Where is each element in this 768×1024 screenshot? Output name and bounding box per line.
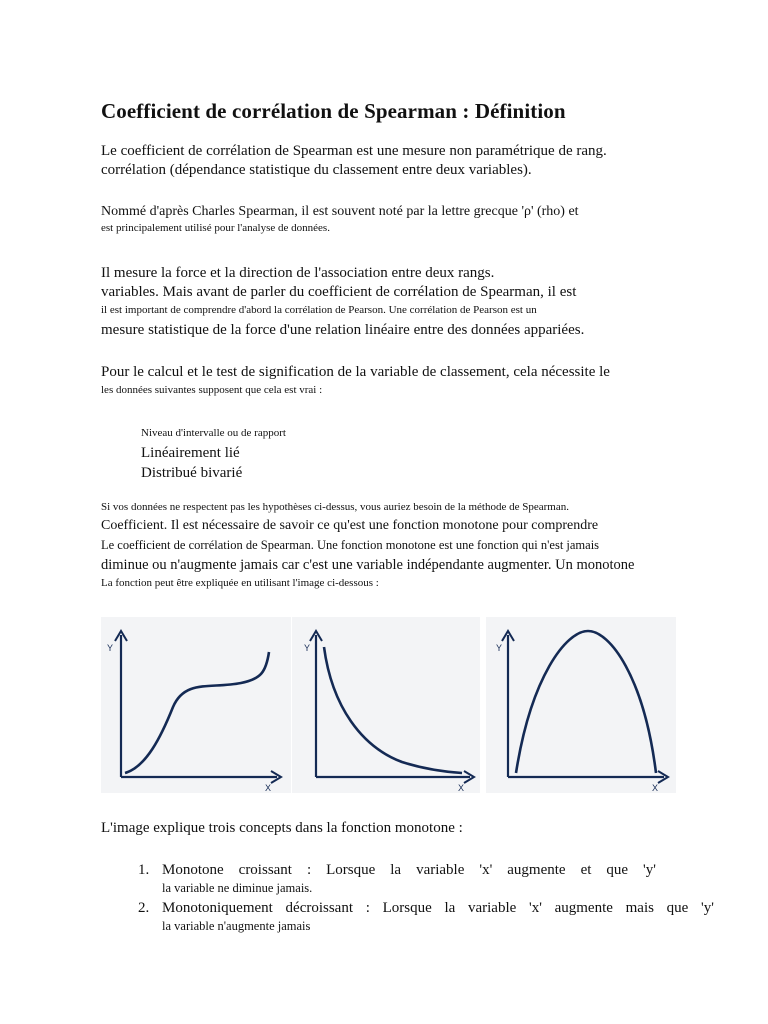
list-item-continuation: la variable ne diminue jamais. [162, 881, 313, 895]
paragraph-hypotheses-line-2: Coefficient. Il est nécessaire de savoir ce qu'est une fonction monotone pour comprendre [101, 518, 599, 533]
list-item-word: et [580, 862, 592, 878]
list-item-word: que [666, 900, 689, 916]
paragraph-definition-line-1: Le coefficient de corrélation de Spearman est une mesure non paramétrique de rang. [101, 143, 607, 159]
paragraph-calc-line-1: Pour le calcul et le test de signification de la variable de classement, cela nécessite le [101, 364, 610, 380]
list-item-word: variable [467, 900, 517, 916]
bullet-label: Linéairement lié [141, 445, 240, 461]
list-item-word: augmente [507, 862, 566, 878]
paragraph-calc-line-2: les données suivantes supposent que cela est vrai : [101, 384, 323, 396]
list-item-word: variable [416, 862, 465, 878]
bullet-label: Distribué bivarié [141, 465, 243, 481]
list-item-word: la [444, 900, 456, 916]
paragraph-hypotheses-line-3: Le coefficient de corrélation de Spearman. Une fonction monotone est une fonction qui n'est jamais [101, 538, 600, 552]
paragraph-strength-line-3: il est important de comprendre d'abord la corrélation de Pearson. Une corrélation de Pearson est un [101, 304, 537, 316]
list-item-word: 'y' [643, 862, 656, 878]
bullet-item [141, 445, 240, 462]
list-item-word: 'y' [701, 900, 714, 916]
figure-non-monotone-function [486, 617, 676, 793]
paragraph-hypotheses-line-1: Si vos données ne respectent pas les hypothèses ci-dessus, vous auriez besoin de la méthode de Spearman. [101, 501, 569, 513]
paragraph-strength-line-4: mesure statistique de la force d'une relation linéaire entre des données appariées. [101, 322, 585, 338]
list-item-word: Lorsque [326, 862, 376, 878]
list-item-word: : [306, 862, 312, 878]
paragraph-named-line-2: est principalement utilisé pour l'analyse de données. [101, 222, 330, 234]
bullet-item [141, 427, 286, 439]
page-title: Coefficient de corrélation de Spearman : Définition [101, 99, 566, 123]
list-item-word: que [606, 862, 629, 878]
list-item-continuation: la variable n'augmente jamais [162, 919, 311, 933]
x-axis-label: X [265, 783, 272, 793]
list-item-word: décroissant [285, 900, 354, 916]
paragraph-strength-line-1: Il mesure la force et la direction de l'association entre deux rangs. [101, 265, 495, 281]
list-item-line [162, 862, 656, 879]
y-axis-label: Y [107, 643, 114, 653]
list-item-word: augmente [554, 900, 613, 916]
list-item-number: 2. [138, 900, 150, 916]
list-item-word: Monotone [162, 862, 224, 878]
x-axis-label: X [652, 783, 659, 793]
y-axis-label: Y [496, 643, 503, 653]
list-item-word: la [390, 862, 402, 878]
list-item-word: : [365, 900, 370, 916]
list-item-word: 'x' [479, 862, 493, 878]
bullet-item [141, 465, 242, 482]
list-item-word: Monotoniquement [162, 900, 273, 916]
list-item-word: 'x' [529, 900, 542, 916]
list-item-word: croissant [238, 862, 292, 878]
list-item-line [162, 900, 714, 917]
figure-increasing-function [101, 617, 291, 793]
figure-decreasing-function [292, 617, 480, 793]
paragraph-definition-line-2: corrélation (dépendance statistique du classement entre deux variables). [101, 162, 532, 178]
paragraph-hypotheses-line-4: diminue ou n'augmente jamais car c'est une variable indépendante augmenter. Un monotone [101, 557, 635, 573]
list-item-number: 1. [138, 862, 150, 878]
paragraph-hypotheses-line-5: La fonction peut être expliquée en utilisant l'image ci-dessous : [101, 577, 379, 589]
bullet-label: Niveau d'intervalle ou de rapport [141, 427, 286, 439]
list-item-word: mais [625, 900, 654, 916]
paragraph-concepts: L'image explique trois concepts dans la fonction monotone : [101, 820, 463, 836]
y-axis-label: Y [304, 643, 311, 653]
list-item-word: Lorsque [382, 900, 432, 916]
paragraph-strength-line-2: variables. Mais avant de parler du coefficient de corrélation de Spearman, il est [101, 284, 577, 300]
x-axis-label: X [458, 783, 465, 793]
paragraph-named-line-1: Nommé d'après Charles Spearman, il est souvent noté par la lettre grecque 'ρ' (rho) et [101, 204, 579, 219]
